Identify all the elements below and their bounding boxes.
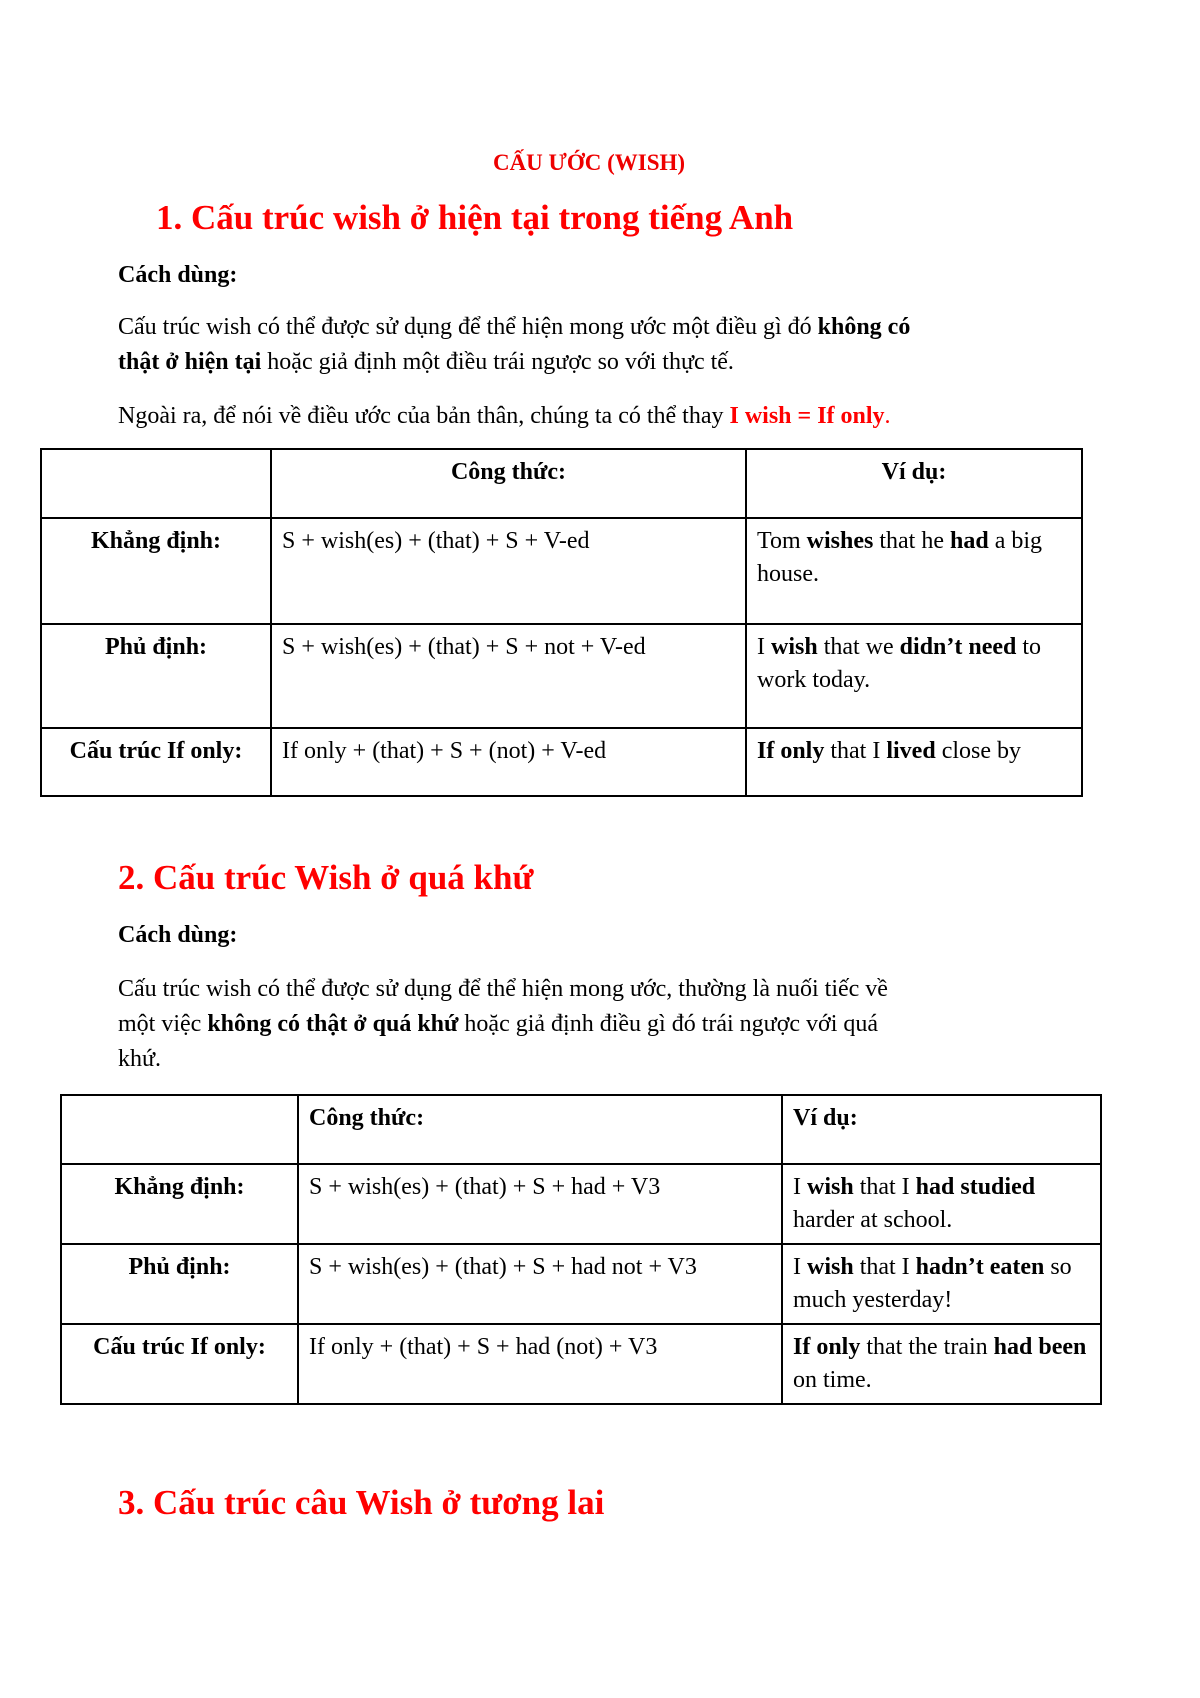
header-cell: [41, 449, 271, 518]
example-cell: [746, 624, 1082, 728]
bold-text: If only: [793, 1334, 861, 1360]
text: I: [757, 634, 771, 660]
table-row: [41, 728, 1082, 796]
row-label: Khẳng định:: [61, 1164, 298, 1244]
text: Cấu trúc wish có thể được sử dụng để thể hiện mong ước một điều gì đó: [118, 314, 818, 340]
bold-text: wishes: [806, 528, 874, 554]
example-cell: [746, 518, 1082, 624]
text: that I: [853, 1254, 916, 1280]
table-row: [61, 1164, 1101, 1244]
formula-cell: S + wish(es) + (that) + S + not + V-ed: [271, 624, 746, 728]
text: I: [793, 1174, 807, 1200]
text: that the train: [860, 1334, 994, 1360]
section1-usage-label: Cách dùng:: [118, 262, 238, 288]
example-cell: [782, 1244, 1101, 1324]
header-cell: Công thức:: [298, 1095, 782, 1164]
formula-cell: S + wish(es) + (that) + S + had not + V3: [298, 1244, 782, 1324]
section1-heading: 1. Cấu trúc wish ở hiện tại trong tiếng Anh: [156, 198, 794, 237]
table-row: [41, 624, 1082, 728]
formula-cell: S + wish(es) + (that) + S + V-ed: [271, 518, 746, 624]
text: a big house.: [757, 528, 1043, 587]
bold-text: hadn’t eaten: [915, 1254, 1045, 1280]
text: Ngoài ra, để nói về điều ước của bản thân, chúng ta có thể thay: [118, 403, 730, 429]
header-cell: Ví dụ:: [746, 449, 1082, 518]
highlight-text: I wish = If only: [729, 403, 885, 429]
header-cell: Công thức:: [271, 449, 746, 518]
table-header-row: [41, 449, 1082, 518]
past-wish-table: [60, 1094, 1102, 1405]
header-cell: Ví dụ:: [782, 1095, 1101, 1164]
row-label: Phủ định:: [61, 1244, 298, 1324]
document-title: CẤU ƯỚC (WISH): [492, 150, 686, 175]
section3-heading: 3. Cấu trúc câu Wish ở tương lai: [118, 1483, 605, 1522]
text: to work today.: [757, 634, 1042, 693]
formula-cell: If only + (that) + S + (not) + V-ed: [271, 728, 746, 796]
example-cell: [782, 1164, 1101, 1244]
header-cell: [61, 1095, 298, 1164]
text: that he: [873, 528, 950, 554]
bold-text: If only: [757, 738, 825, 764]
bold-text: wish: [807, 1254, 854, 1280]
text: harder at school.: [793, 1207, 953, 1233]
bold-text: didn’t need: [899, 634, 1017, 660]
text: một việc: [118, 1011, 208, 1037]
section2-usage-label: Cách dùng:: [118, 922, 238, 948]
bold-text: wish: [771, 634, 818, 660]
text: that I: [824, 738, 887, 764]
formula-cell: S + wish(es) + (that) + S + had + V3: [298, 1164, 782, 1244]
example-cell: [746, 728, 1082, 796]
bold-text: lived: [886, 738, 936, 764]
text: hoặc giả định điều gì đó trái ngược với quá: [458, 1011, 879, 1037]
bold-text: wish: [807, 1174, 854, 1200]
row-label: Phủ định:: [41, 624, 271, 728]
section1-para2: [118, 399, 891, 434]
table-row: [41, 518, 1082, 624]
table-header-row: [61, 1095, 1101, 1164]
text: that we: [817, 634, 900, 660]
text: so much yesterday!: [793, 1254, 1072, 1313]
table-row: [61, 1324, 1101, 1404]
bold-text: had: [949, 528, 989, 554]
text: .: [884, 403, 891, 429]
row-label: Cấu trúc If only:: [61, 1324, 298, 1404]
row-label: Khẳng định:: [41, 518, 271, 624]
bold-text: thật ở hiện tại: [118, 349, 262, 375]
section2-para-line1: Cấu trúc wish có thể được sử dụng để thể hiện mong ước, thường là nuối tiếc về: [118, 976, 888, 1002]
bold-text: không có: [817, 314, 911, 340]
present-wish-table: [40, 448, 1083, 797]
text: close by: [935, 738, 1021, 764]
bold-text: had been: [993, 1334, 1087, 1360]
text: that I: [853, 1174, 916, 1200]
section2-heading: 2. Cấu trúc Wish ở quá khứ: [118, 858, 534, 897]
text: hoặc giả định một điều trái ngược so với thực tế.: [261, 349, 734, 375]
bold-text: had studied: [915, 1174, 1036, 1200]
text: Tom: [757, 528, 807, 554]
section1-para1-line2: [118, 345, 734, 380]
text: I: [793, 1254, 807, 1280]
row-label: Cấu trúc If only:: [41, 728, 271, 796]
text: on time.: [793, 1367, 872, 1393]
example-cell: [782, 1324, 1101, 1404]
section2-para-line3: khứ.: [118, 1046, 162, 1072]
bold-text: không có thật ở quá khứ: [207, 1011, 459, 1037]
table-row: [61, 1244, 1101, 1324]
section1-para1-line1: [118, 310, 910, 345]
formula-cell: If only + (that) + S + had (not) + V3: [298, 1324, 782, 1404]
section2-para-line2: [118, 1007, 878, 1042]
